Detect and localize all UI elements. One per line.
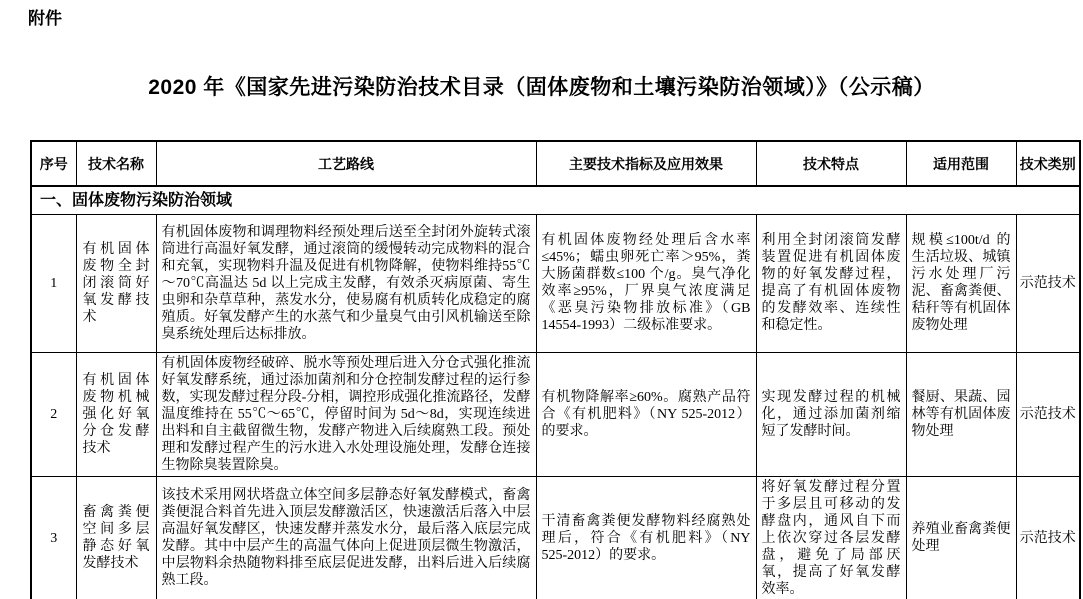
column-header-process: 工艺路线 (156, 141, 536, 186)
table-row (31, 214, 1080, 352)
attachment-label: 附件 (28, 9, 62, 28)
column-header-indicators: 主要技术指标及应用效果 (536, 141, 756, 186)
table-row (31, 352, 1080, 476)
application-scope: 养殖业畜禽粪便处理 (906, 476, 1016, 599)
technology-category: 示范技术 (1016, 214, 1080, 352)
technology-name: 畜禽粪便空间多层静态好氧发酵技术 (76, 476, 156, 599)
row-index: 3 (31, 476, 76, 599)
column-header-features: 技术特点 (756, 141, 906, 186)
technical-indicators: 干清畜禽粪便发酵物料经腐熟处理后，符合《有机肥料》（NY 525-2012）的要求。 (536, 476, 756, 599)
technology-name: 有机固体废物全封闭滚筒好氧发酵技术 (76, 214, 156, 352)
application-scope: 规模≤100t/d 的生活垃圾、城镇污水处理厂污泥、畜禽粪便、秸秆等有机固体废物处理 (906, 214, 1016, 352)
section-header-row (31, 186, 1080, 214)
technical-features: 将好氧发酵过程分置于多层且可移动的发酵盘内，通风自下而上依次穿过各层发酵盘，避免了局部厌氧，提高了好氧发酵效率。 (756, 476, 906, 599)
process-route: 该技术采用网状塔盘立体空间多层静态好氧发酵模式，畜禽粪便混合料首先进入顶层发酵激活区，快速激活后落入中层高温好氧发酵区，快速发酵并蒸发水分，最后落入底层完成发酵。其中中层产生的高温气体向上促进顶层微生物激活，中层物料余热随物料排至底层促进发酵，出料后进入后续腐熟工段。 (156, 476, 536, 599)
column-header-scope: 适用范围 (906, 141, 1016, 186)
section-title: 一、固体废物污染防治领域 (31, 186, 1080, 214)
column-header-name: 技术名称 (76, 141, 156, 186)
process-route: 有机固体废物经破碎、脱水等预处理后进入分仓式强化推流好氧发酵系统，通过添加菌剂和分仓控制发酵过程的运行参数，实现发酵过程分段-分相，调控形成强化推流路径，发酵温度维持在 55℃～65℃，停留时间为 5d～8d，实现连续进出料和自主截留微生物，发酵产物进入后续腐熟工段。预处理和发酵过程产生的污水进入水处理设施处理，发酵仓连接生物除臭装置除臭。 (156, 352, 536, 476)
technology-category: 示范技术 (1016, 476, 1080, 599)
table-row (31, 476, 1080, 599)
technical-features: 利用全封闭滚筒发酵装置促进有机固体废物的好氧发酵过程，提高了有机固体废物的发酵效率、连续性和稳定性。 (756, 214, 906, 352)
technology-category: 示范技术 (1016, 352, 1080, 476)
technology-name: 有机固体废物机械强化好氧分仓发酵技术 (76, 352, 156, 476)
application-scope: 餐厨、果蔬、园林等有机固体废物处理 (906, 352, 1016, 476)
column-header-index: 序号 (31, 141, 76, 186)
process-route: 有机固体废物和调理物料经预处理后送至全封闭外旋转式滚筒进行高温好氧发酵，通过滚筒的缓慢转动完成物料的混合和充氧，实现物料升温及促进有机物降解，使物料维持55℃～70℃高温达 5d 以上完成主发酵，有效杀灭病原菌、寄生虫卵和杂草草种，蒸发水分，使易腐有机质转化成稳定的腐殖质。好氧发酵产生的水蒸气和少量臭气由引风机输送至除臭系统处理后达标排放。 (156, 214, 536, 352)
table-header-row (31, 141, 1080, 186)
row-index: 2 (31, 352, 76, 476)
technical-indicators: 有机固体废物经处理后含水率≤45%；蠕虫卵死亡率＞95%，粪大肠菌群数≤100 个/g。臭气净化效率≥95%，厂界臭气浓度满足《恶臭污染物排放标准》（GB 14554-1993）二级标准要求。 (536, 214, 756, 352)
technology-catalog-table (30, 140, 1081, 599)
technical-features: 实现发酵过程的机械化，通过添加菌剂缩短了发酵时间。 (756, 352, 906, 476)
technical-indicators: 有机物降解率≥60%。腐熟产品符合《有机肥料》（NY 525-2012）的要求。 (536, 352, 756, 476)
page-title: 2020 年《国家先进污染防治技术目录（固体废物和土壤污染防治领域）》（公示稿） (148, 76, 935, 99)
row-index: 1 (31, 214, 76, 352)
column-header-category: 技术类别 (1016, 141, 1080, 186)
